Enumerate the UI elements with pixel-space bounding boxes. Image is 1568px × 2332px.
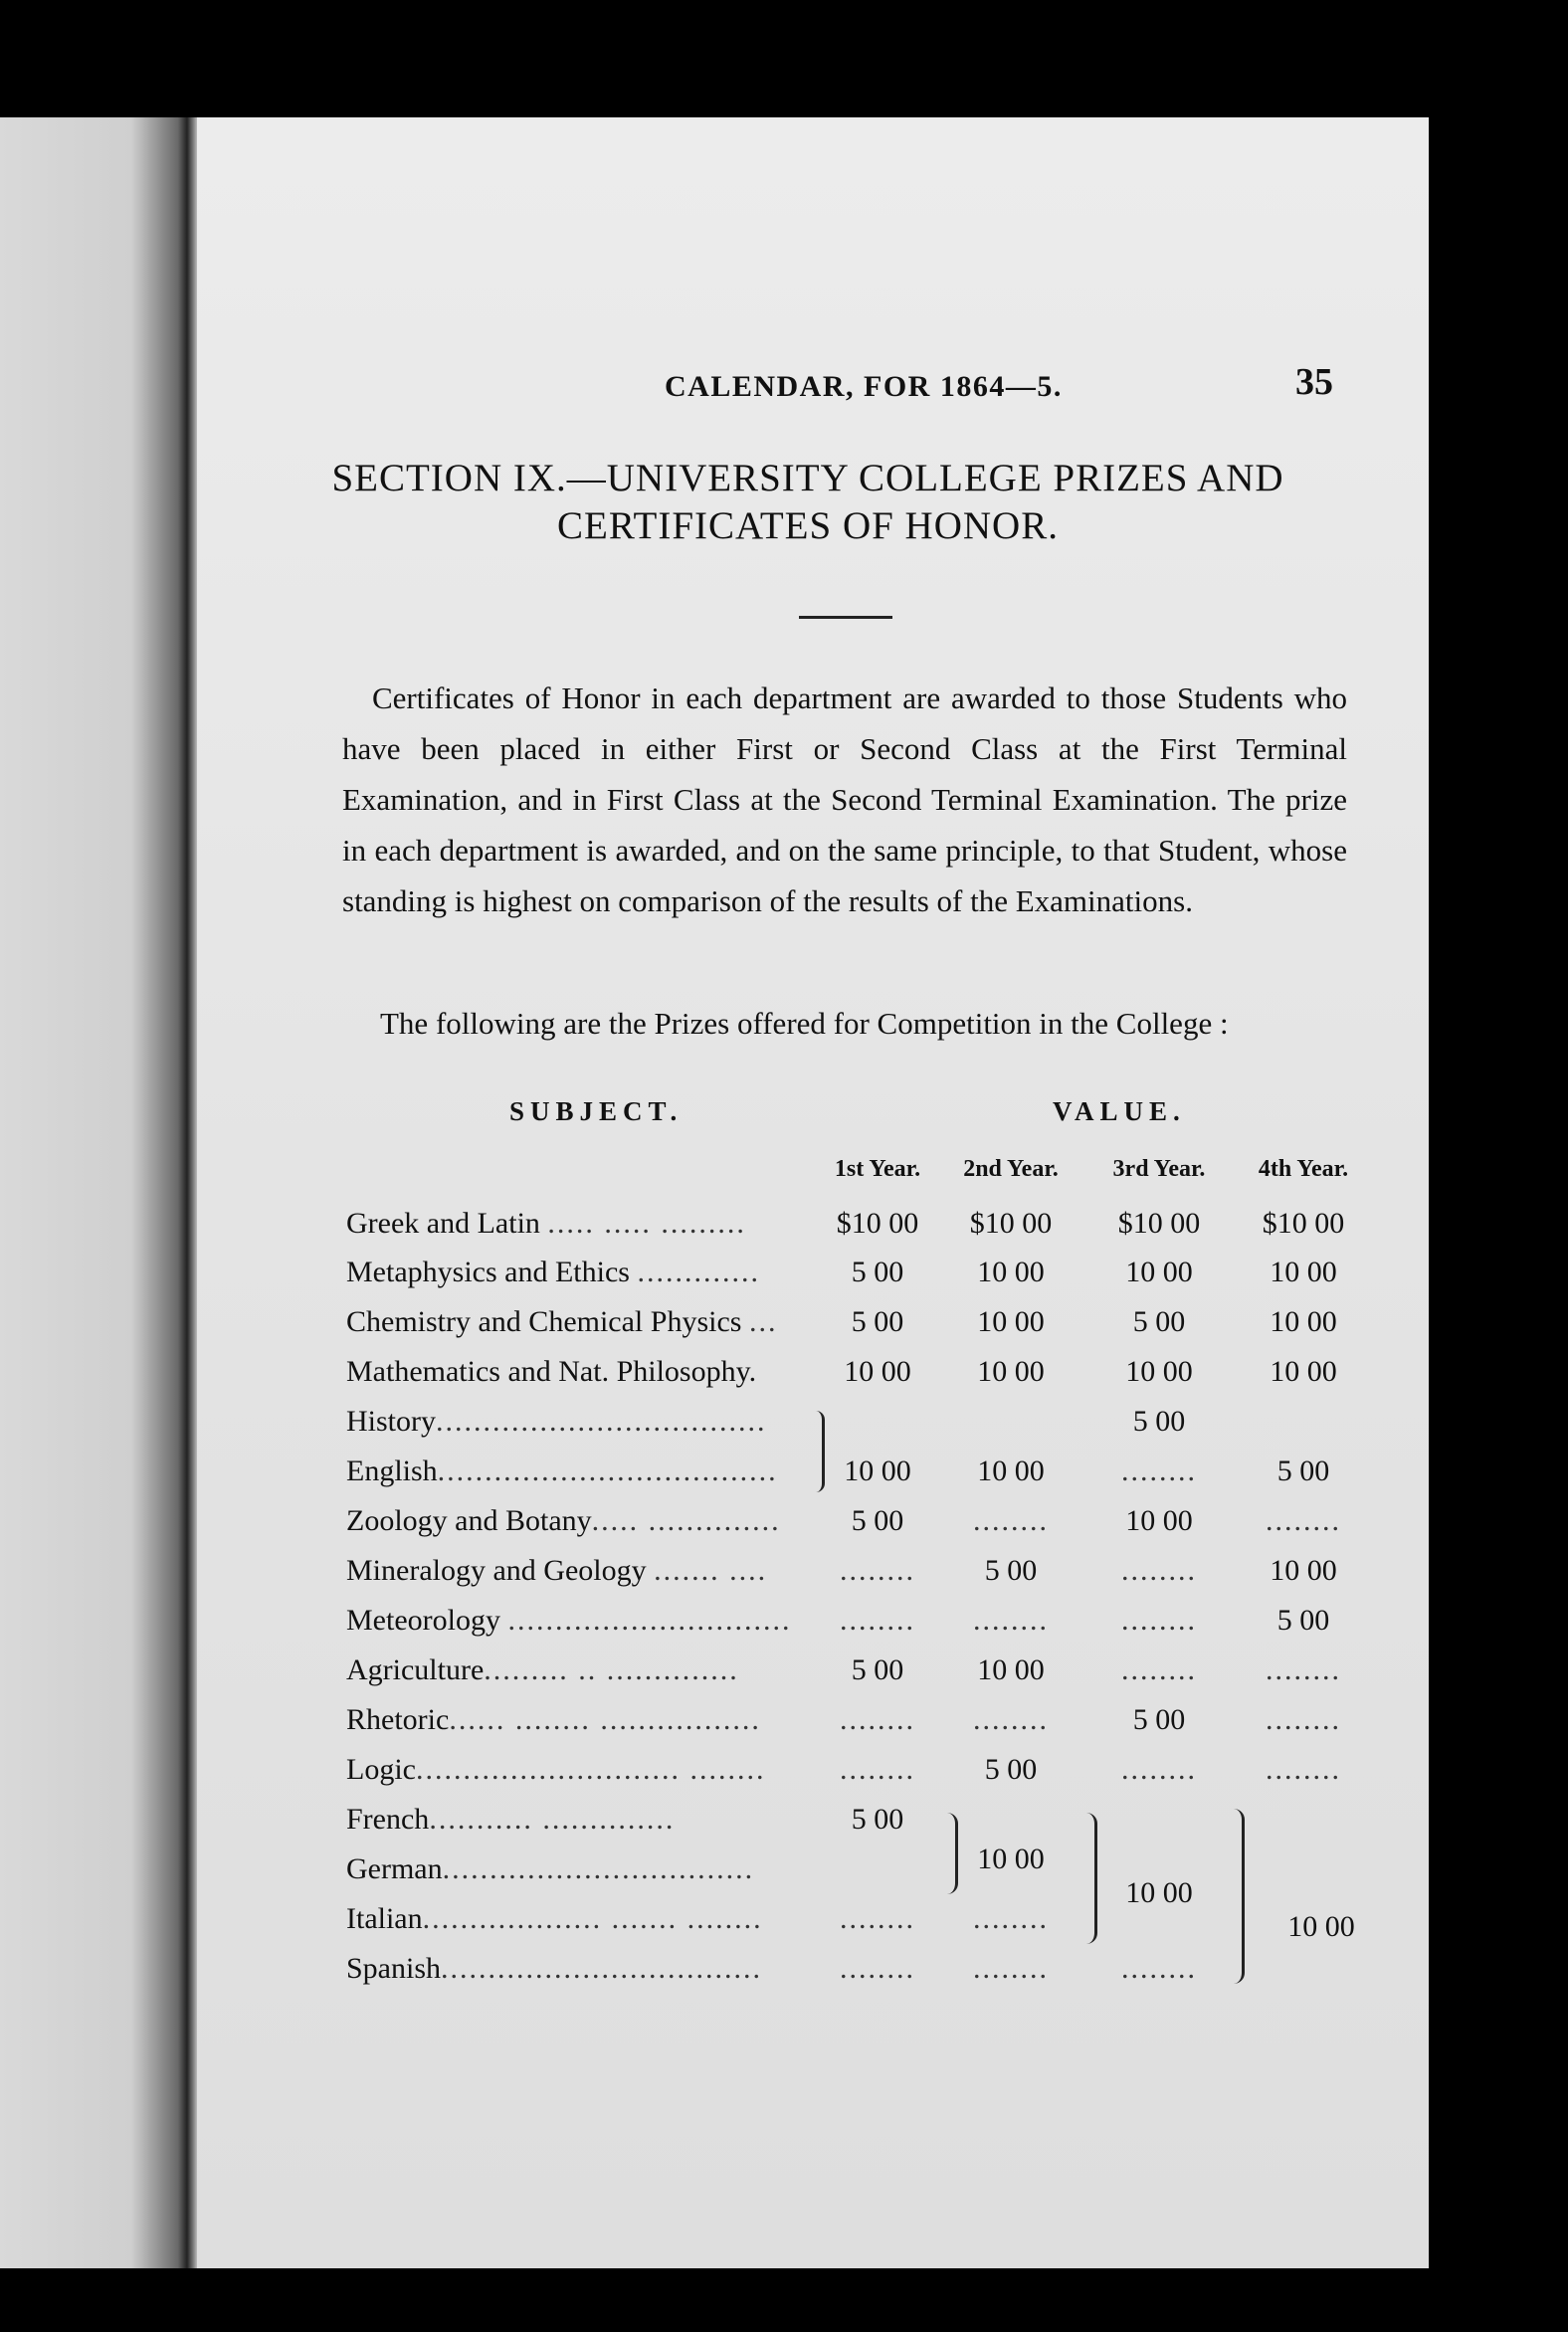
brace-history-english — [816, 1411, 825, 1492]
subject-name: Italian — [346, 1902, 423, 1935]
value-year-2: 5 00 — [984, 1753, 1038, 1786]
facing-page-edge — [0, 117, 187, 2268]
value-year-1: 5 00 — [851, 1504, 904, 1537]
subject-cell — [346, 1455, 831, 1488]
leader-dots: ..... ..... ......... — [547, 1207, 746, 1240]
value-year-4: ........ — [1266, 1504, 1341, 1537]
subject-name: Mineralogy and Geology — [346, 1554, 647, 1587]
value-year-1: ........ — [840, 1703, 915, 1736]
value-year-4: ........ — [1266, 1703, 1341, 1736]
table-row — [346, 1703, 1381, 1753]
value-year-2: 10 00 — [977, 1455, 1045, 1487]
leader-dots: ......... .. .............. — [484, 1653, 739, 1686]
subject-name: Logic — [346, 1753, 416, 1786]
value-year-2: 10 00 — [977, 1653, 1045, 1686]
table-row — [346, 1207, 1381, 1257]
table-row — [346, 1256, 1381, 1305]
value-year-3: 5 00 — [1132, 1703, 1186, 1736]
subject-name: Greek and Latin — [346, 1207, 540, 1240]
leader-dots: .................................... — [437, 1455, 778, 1487]
value-year-4: 5 00 — [1276, 1604, 1330, 1637]
languages-value-year-3: 10 00 — [1125, 1876, 1193, 1909]
value-year-3: $10 00 — [1117, 1207, 1201, 1240]
value-year-2: 10 00 — [977, 1256, 1045, 1288]
value-year-1: ........ — [840, 1952, 915, 1985]
subject-cell — [346, 1902, 831, 1936]
page-gutter — [187, 117, 197, 2268]
value-year-2: ........ — [973, 1703, 1049, 1736]
value-year-2: ........ — [973, 1604, 1049, 1637]
value-year-1: 5 00 — [851, 1803, 904, 1836]
subject-name: Spanish — [346, 1952, 442, 1985]
subject-cell — [346, 1305, 831, 1339]
value-year-3: ........ — [1121, 1604, 1197, 1637]
value-year-3: 5 00 — [1132, 1305, 1186, 1338]
subject-cell — [346, 1952, 831, 1986]
value-year-4: ........ — [1266, 1653, 1341, 1686]
subject-name: Mathematics and Nat. Philosophy. — [346, 1355, 757, 1388]
value-year-2: ........ — [973, 1902, 1049, 1935]
value-year-4: 10 00 — [1270, 1355, 1337, 1388]
leader-dots: .................................. — [441, 1952, 763, 1985]
value-year-4: 10 00 — [1270, 1256, 1337, 1288]
value-year-4: 10 00 — [1270, 1305, 1337, 1338]
leader-dots: ..... .............. — [591, 1504, 781, 1537]
table-row — [346, 1604, 1381, 1653]
leader-dots: ................................... — [436, 1405, 767, 1438]
subject-cell — [346, 1207, 831, 1241]
value-column-header: VALUE. — [1053, 1096, 1186, 1126]
value-year-2: 5 00 — [984, 1554, 1038, 1587]
running-head: CALENDAR, FOR 1864—5. — [665, 370, 1063, 403]
subject-name: Meteorology — [346, 1604, 500, 1637]
subject-name: History — [346, 1405, 436, 1438]
leader-dots: ............. — [637, 1256, 760, 1288]
value-year-3: 10 00 — [1125, 1355, 1193, 1388]
leader-dots: ....... .... — [654, 1554, 768, 1587]
leader-dots: ................... ....... ........ — [422, 1902, 763, 1935]
subject-column-header: SUBJECT. — [509, 1096, 684, 1126]
year-header-3: 3rd Year. — [1112, 1156, 1206, 1182]
table-row — [346, 1554, 1381, 1604]
year-header-4: 4th Year. — [1258, 1156, 1349, 1182]
value-year-2: $10 00 — [969, 1207, 1053, 1240]
subject-cell — [346, 1405, 831, 1439]
value-year-2: 10 00 — [977, 1355, 1045, 1388]
subject-name: Chemistry and Chemical Physics — [346, 1305, 742, 1338]
value-year-3: ........ — [1121, 1554, 1197, 1587]
subject-cell — [346, 1554, 831, 1588]
value-year-3: ........ — [1121, 1455, 1197, 1487]
table-row — [346, 1753, 1381, 1803]
subject-cell — [346, 1355, 831, 1389]
value-year-2: ........ — [973, 1952, 1049, 1985]
leader-dots: ...... ........ ................. — [449, 1703, 761, 1736]
subject-name: Agriculture — [346, 1653, 485, 1686]
leader-dots: ... — [748, 1305, 778, 1338]
table-row — [346, 1803, 1381, 1852]
value-year-3: ........ — [1121, 1653, 1197, 1686]
leader-dots: ................................. — [442, 1852, 755, 1885]
value-year-1: 5 00 — [851, 1653, 904, 1686]
leader-dots: ........... .............. — [429, 1803, 676, 1836]
value-year-1: 5 00 — [851, 1256, 904, 1288]
value-year-4: 5 00 — [1276, 1455, 1330, 1487]
value-year-4: ........ — [1266, 1753, 1341, 1786]
brace-3rd-year-languages — [1234, 1809, 1245, 1984]
year-header-1: 1st Year. — [834, 1156, 921, 1182]
subject-cell — [346, 1256, 831, 1289]
subject-cell — [346, 1703, 831, 1737]
table-row — [346, 1355, 1381, 1405]
value-year-1: 10 00 — [844, 1355, 911, 1388]
value-year-3: 10 00 — [1125, 1256, 1193, 1288]
value-year-3: 5 00 — [1132, 1405, 1186, 1438]
value-year-1: ........ — [840, 1753, 915, 1786]
subject-cell — [346, 1504, 831, 1538]
subject-cell — [346, 1604, 831, 1638]
table-row — [346, 1504, 1381, 1554]
value-year-2: ........ — [973, 1504, 1049, 1537]
subject-name: English — [346, 1455, 438, 1487]
value-year-3: ........ — [1121, 1952, 1197, 1985]
year-header-2: 2nd Year. — [963, 1156, 1059, 1182]
value-year-3: 10 00 — [1125, 1504, 1193, 1537]
subject-cell — [346, 1803, 831, 1837]
value-year-1: 10 00 — [844, 1455, 911, 1487]
heading-rule — [799, 616, 892, 619]
section-heading-line2: CERTIFICATES OF HONOR. — [557, 504, 1059, 547]
value-year-1: ........ — [840, 1554, 915, 1587]
subject-name: Metaphysics and Ethics — [346, 1256, 630, 1288]
leader-dots: .............................. — [507, 1604, 792, 1637]
value-year-1: ........ — [840, 1902, 915, 1935]
value-year-1: $10 00 — [836, 1207, 919, 1240]
subject-name: German — [346, 1852, 443, 1885]
value-year-1: 5 00 — [851, 1305, 904, 1338]
table-row — [346, 1952, 1381, 2002]
intro-paragraph: Certificates of Honor in each department are awarded to those Students who have been placed in either First or Second Class at the First Terminal Examination, and in First Class at the Second Terminal Examination. The prize in each department is awarded, and on the same principle, to that Student, whose standing is highest on comparison of the results of the Examinations. — [342, 680, 1347, 918]
subject-name: French — [346, 1803, 430, 1836]
table-row — [346, 1305, 1381, 1355]
value-year-4: 10 00 — [1270, 1554, 1337, 1587]
table-row — [346, 1653, 1381, 1703]
languages-value-year-2: 10 00 — [977, 1843, 1045, 1875]
value-year-3: ........ — [1121, 1753, 1197, 1786]
value-year-4: $10 00 — [1262, 1207, 1345, 1240]
subject-cell — [346, 1653, 831, 1687]
value-year-1: ........ — [840, 1604, 915, 1637]
languages-value-year-4: 10 00 — [1287, 1910, 1355, 1943]
leader-dots: ............................ ........ — [415, 1753, 766, 1786]
table-row — [346, 1455, 1381, 1504]
subject-name: Rhetoric — [346, 1703, 450, 1736]
section-heading-line1: SECTION IX.—UNIVERSITY COLLEGE PRIZES AND — [331, 457, 1284, 499]
value-year-2: 10 00 — [977, 1305, 1045, 1338]
subject-cell — [346, 1852, 831, 1886]
prizes-intro-line: The following are the Prizes offered for Competition in the College : — [380, 1006, 1229, 1041]
subject-name: Zoology and Botany — [346, 1504, 592, 1537]
table-row — [346, 1405, 1381, 1455]
page-number: 35 — [1295, 361, 1333, 403]
subject-cell — [346, 1753, 831, 1787]
